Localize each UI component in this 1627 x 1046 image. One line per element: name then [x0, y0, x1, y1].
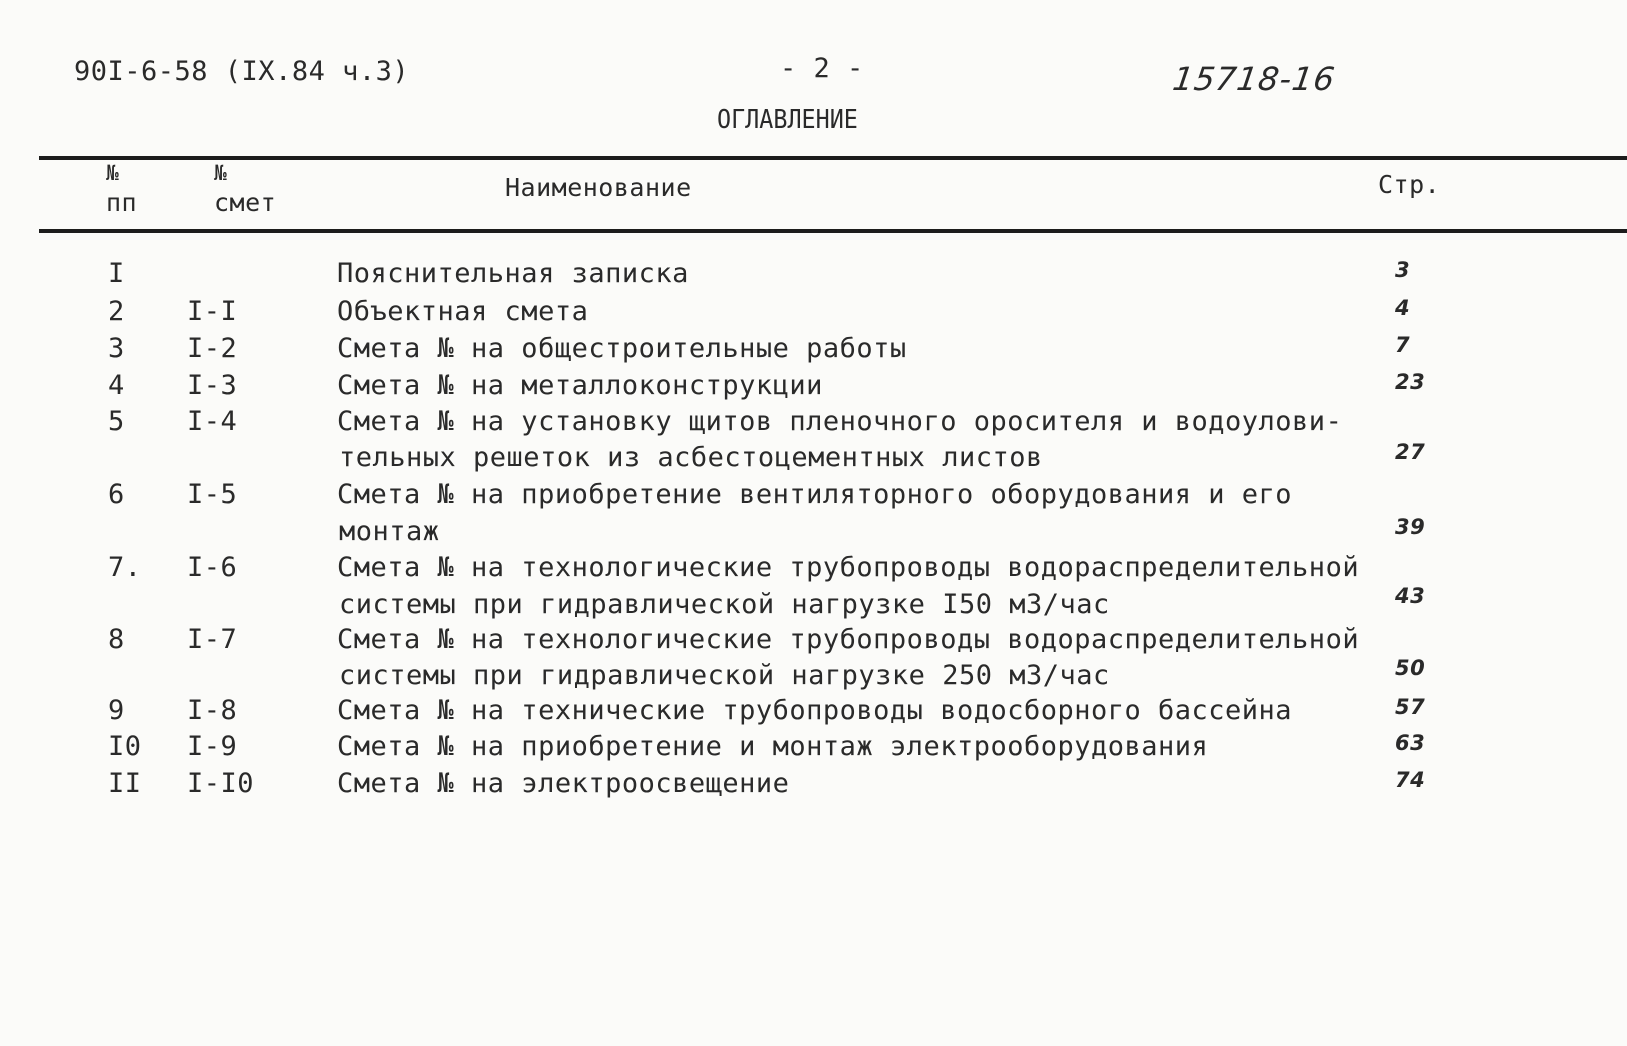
estimate-number: I-I	[187, 296, 238, 327]
row-number: I0	[108, 731, 142, 762]
estimate-number: I-7	[187, 624, 238, 655]
entry-title: Смета № на приобретение и монтаж электрооборудования	[337, 731, 1209, 762]
entry-title: Смета № на установку щитов пленочного оросителя и водоулови-	[337, 406, 1343, 437]
entry-title-continued: системы при гидравлической нагрузке I50 м3/час	[339, 589, 1110, 620]
col-pp-header-bottom: пп	[106, 188, 138, 217]
entry-title-continued: монтаж	[339, 516, 440, 547]
entry-page: 27	[1395, 440, 1426, 464]
document-number: 15718-16	[1170, 60, 1338, 98]
entry-page: 57	[1395, 695, 1426, 719]
estimate-number: I-4	[187, 406, 238, 437]
entry-title-continued: тельных решеток из асбестоцементных листов	[339, 442, 1043, 473]
row-number: 4	[108, 370, 125, 401]
entry-title: Пояснительная записка	[337, 258, 689, 289]
entry-page: 39	[1395, 515, 1426, 539]
table-header-rule	[39, 229, 1627, 233]
estimate-number: I-8	[187, 695, 238, 726]
col-smet-header-bottom: смет	[214, 188, 277, 217]
entry-page: 23	[1395, 370, 1426, 394]
entry-page: 43	[1395, 584, 1426, 608]
row-number: 5	[108, 406, 125, 437]
col-smet-header-top: №	[214, 161, 228, 185]
entry-page: 3	[1395, 258, 1411, 282]
project-code: 90I-6-58 (IX.84 ч.3)	[74, 56, 410, 87]
row-number: I	[108, 258, 125, 289]
row-number: 8	[108, 624, 125, 655]
entry-page: 50	[1395, 656, 1426, 680]
toc-title: ОГЛАВЛЕНИЕ	[717, 105, 858, 135]
entry-title: Смета № на технологические трубопроводы водораспределительной	[337, 552, 1360, 583]
row-number: 6	[108, 479, 125, 510]
row-number: 2	[108, 296, 125, 327]
entry-title: Смета № на общестроительные работы	[337, 333, 907, 364]
row-number: 9	[108, 695, 125, 726]
estimate-number: I-5	[187, 479, 238, 510]
page-number: - 2 -	[780, 53, 864, 84]
entry-page: 7	[1395, 333, 1411, 357]
estimate-number: I-6	[187, 552, 238, 583]
table-top-rule	[39, 156, 1627, 160]
col-pp-header-top: №	[106, 161, 120, 185]
row-number: 7.	[108, 552, 142, 583]
entry-title-continued: системы при гидравлической нагрузке 250 м3/час	[339, 660, 1110, 691]
col-name-header: Наименование	[505, 173, 692, 202]
entry-title: Смета № на электроосвещение	[337, 768, 790, 799]
entry-page: 63	[1395, 731, 1426, 755]
estimate-number: I-I0	[187, 768, 255, 799]
row-number: II	[108, 768, 142, 799]
entry-title: Смета № на металлоконструкции	[337, 370, 823, 401]
estimate-number: I-3	[187, 370, 238, 401]
entry-title: Объектная смета	[337, 296, 589, 327]
entry-title: Смета № на технологические трубопроводы водораспределительной	[337, 624, 1360, 655]
estimate-number: I-9	[187, 731, 238, 762]
col-page-header: Стр.	[1378, 170, 1441, 199]
entry-title: Смета № на технические трубопроводы водосборного бассейна	[337, 695, 1293, 726]
entry-page: 74	[1395, 768, 1426, 792]
row-number: 3	[108, 333, 125, 364]
estimate-number: I-2	[187, 333, 238, 364]
entry-title: Смета № на приобретение вентиляторного оборудования и его	[337, 479, 1293, 510]
entry-page: 4	[1395, 296, 1411, 320]
